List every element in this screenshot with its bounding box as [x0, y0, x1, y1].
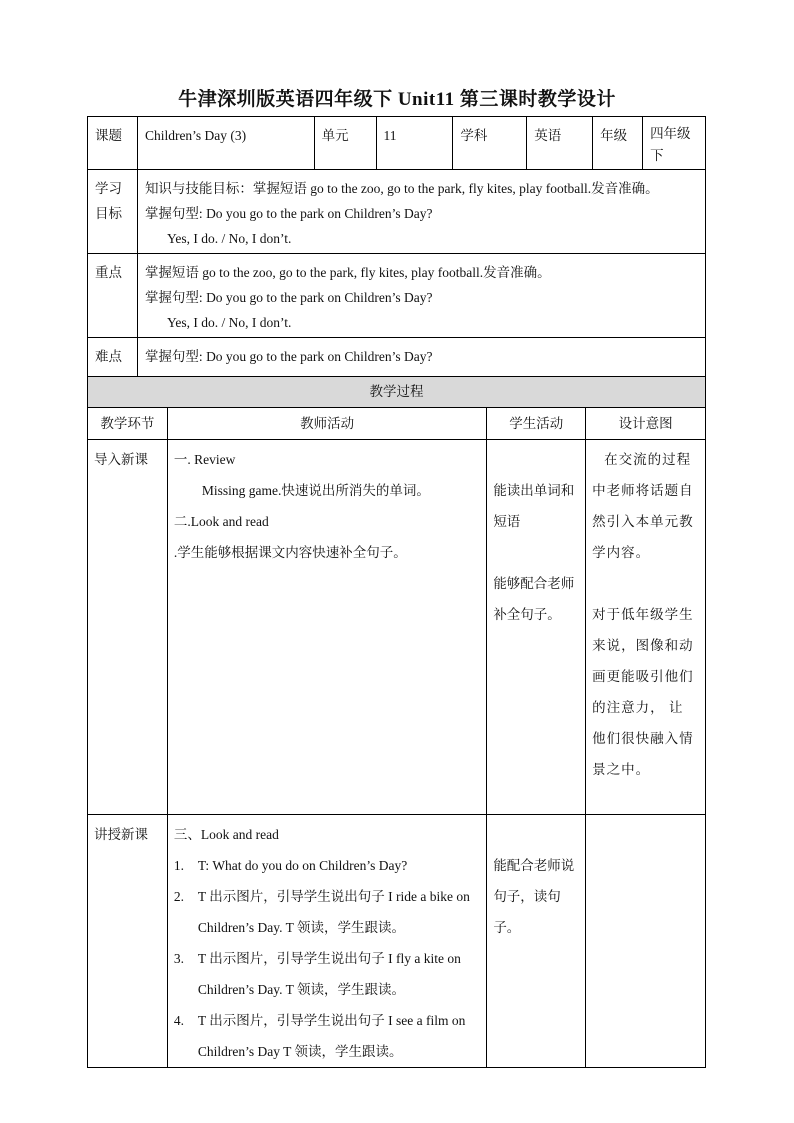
process-section-title: 教学过程 [88, 377, 706, 408]
grade-label: 年级 [593, 117, 643, 170]
lesson-teacher-activity [167, 815, 486, 1068]
key-points-line1: 掌握短语 go to the zoo, go to the park, fly kites, play football.发音准确。 [144, 265, 551, 280]
lesson-teacher-head: 三、Look and read [173, 827, 279, 842]
intro-teacher-line4: .学生能够根据课文内容快速补全句子。 [173, 545, 407, 560]
grade-value-line2: 下 [650, 148, 664, 163]
goals-line3: Yes, I do. / No, I don’t. [166, 231, 292, 246]
intro-design-intent [586, 440, 706, 815]
intro-intent-line10: 景之中。 [592, 762, 651, 777]
key-points-content [137, 254, 705, 338]
lesson-design-intent [586, 815, 706, 1068]
topic-row [88, 117, 706, 170]
col-student-header: 学生活动 [487, 408, 586, 440]
intro-intent-line5: 对于低年级学生 [592, 607, 694, 622]
difficulties-label: 难点 [88, 338, 138, 397]
process-section-header [88, 377, 706, 408]
lesson-item-3-text-a: T 出示图片，引导学生说出句子 I fly a kite on [197, 951, 461, 966]
intro-intent-line3: 然引入本单元教 [592, 514, 694, 529]
lesson-item-3-number: 3. [173, 951, 184, 966]
lesson-item-2-text-a: T 出示图片，引导学生说出句子 I ride a bike on [197, 889, 470, 904]
lesson-item-4-text-a: T 出示图片，引导学生说出句子 I see a film on [197, 1013, 466, 1028]
intro-intent-line4: 学内容。 [592, 545, 651, 560]
intro-intent-spacer [592, 568, 699, 599]
lesson-item-1-number: 1. [173, 858, 184, 873]
intro-teacher-activity [167, 440, 486, 815]
lesson-item-4-number: 4. [173, 1013, 184, 1028]
goals-content [137, 170, 705, 254]
lesson-item-2-number: 2. [173, 889, 184, 904]
key-points-line2: 掌握句型: Do you go to the park on Children’s Day? [144, 290, 433, 305]
unit-label: 单元 [314, 117, 376, 170]
lesson-stage: 讲授新课 [88, 815, 168, 1068]
key-points-line3: Yes, I do. / No, I don’t. [166, 315, 292, 330]
lesson-item-2-text-b: Children’s Day. T 领读，学生跟读。 [197, 920, 405, 935]
intro-student-line4: 补全句子。 [493, 607, 561, 622]
goals-row [88, 170, 706, 254]
intro-intent-line9: 他们很快融入情 [592, 731, 694, 746]
col-teacher-header: 教师活动 [167, 408, 486, 440]
difficulties-line1: 掌握句型: Do you go to the park on Children’s Day? [144, 349, 433, 364]
lesson-item-1 [174, 850, 480, 881]
intro-intent-line2: 中老师将话题自 [592, 483, 694, 498]
goals-label-line1: 学习 [95, 181, 122, 196]
lesson-item-4-text-b: Children’s Day T 领读，学生跟读。 [197, 1044, 403, 1059]
lesson-info-table [87, 116, 706, 397]
process-column-headers [88, 408, 706, 440]
intro-student-spacer-2 [493, 537, 579, 568]
goals-line1: 知识与技能目标：掌握短语 go to the zoo, go to the park, fly kites, play football.发音准确。 [144, 181, 659, 196]
lesson-student-spacer [493, 819, 579, 850]
intro-intent-line6: 来说，图像和动 [592, 638, 694, 653]
intro-student-line1: 能读出单词和 [493, 483, 575, 498]
lesson-student-line2: 句子，读句子。 [493, 889, 561, 935]
intro-student-activity [487, 440, 586, 815]
unit-value: 11 [376, 117, 453, 170]
key-points-row [88, 254, 706, 338]
intro-teacher-line2: Missing game.快速说出所消失的单词。 [201, 483, 430, 498]
col-stage-header: 教学环节 [88, 408, 168, 440]
intro-stage: 导入新课 [88, 440, 168, 815]
intro-intent-line1: 在交流的过程 [604, 452, 692, 467]
col-intent-header: 设计意图 [586, 408, 706, 440]
intro-teacher-line3: 二.Look and read [173, 514, 269, 529]
intro-intent-line7: 画更能吸引他们 [592, 669, 694, 684]
lesson-row [88, 815, 706, 1068]
intro-row [88, 440, 706, 815]
subject-value: 英语 [527, 117, 593, 170]
key-points-label: 重点 [88, 254, 138, 338]
document-title: 牛津深圳版英语四年级下 Unit11 第三课时教学设计 [178, 89, 616, 110]
grade-value [643, 117, 706, 170]
goals-label-line2: 目标 [95, 206, 122, 221]
lesson-student-line1: 能配合老师说 [493, 858, 575, 873]
teaching-process-table [87, 376, 706, 1068]
lesson-item-4 [174, 1005, 480, 1036]
lesson-item-1-text: T: What do you do on Children’s Day? [197, 858, 408, 873]
intro-student-line3: 能够配合老师 [493, 576, 575, 591]
intro-student-line2: 短语 [493, 514, 521, 529]
goals-line2: 掌握句型: Do you go to the park on Children’s Day? [144, 206, 433, 221]
lesson-item-3 [174, 943, 480, 974]
goals-label [88, 170, 138, 254]
topic-value: Children’s Day (3) [137, 117, 314, 170]
lesson-item-3-text-b: Children’s Day. T 领读，学生跟读。 [197, 982, 405, 997]
grade-value-line1: 四年级 [650, 126, 691, 141]
lesson-student-activity [487, 815, 586, 1068]
intro-student-spacer [493, 444, 579, 475]
intro-intent-line8: 的注意力， 让 [592, 700, 684, 715]
topic-label: 课题 [88, 117, 138, 170]
subject-label: 学科 [453, 117, 527, 170]
lesson-item-2 [174, 881, 480, 912]
intro-teacher-line1: 一. Review [173, 452, 236, 467]
